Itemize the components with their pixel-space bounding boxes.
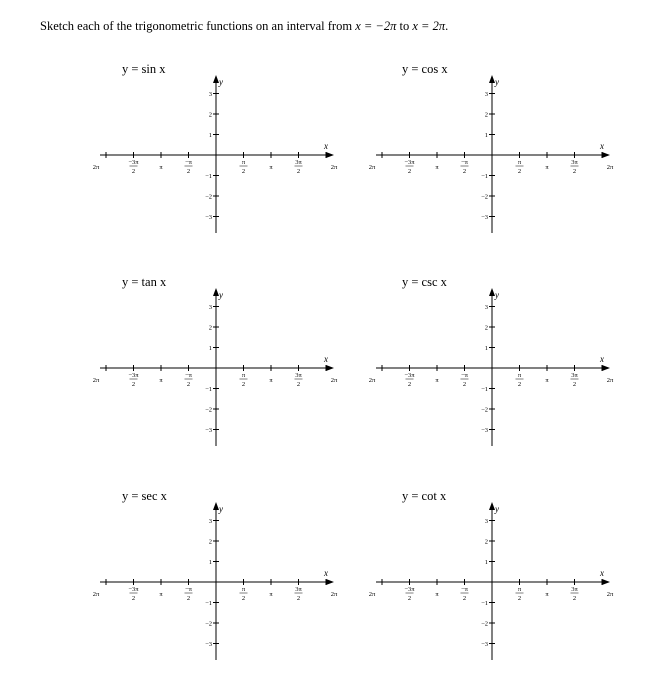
x-tick-denominator: 2 [517, 168, 522, 175]
x-axis-label: x [600, 354, 604, 364]
coordinate-axes [92, 273, 338, 463]
x-tick-label: 2π [606, 164, 614, 171]
x-tick-numerator: −3π [404, 372, 415, 379]
instruction-text [40, 19, 448, 34]
instruction-prefix: Sketch each of the trigonometric functions on an interval from [40, 19, 356, 33]
x-axis-label: x [600, 141, 604, 151]
x-tick-label: π [269, 377, 273, 384]
x-axis-label: x [324, 141, 328, 151]
x-tick-label: 2π [92, 591, 100, 598]
x-axis-label: x [324, 568, 328, 578]
x-tick-numerator: π [241, 586, 246, 593]
x-tick-numerator: π [517, 586, 522, 593]
y-tick-label: −2 [481, 193, 488, 201]
graph-panel [368, 60, 614, 250]
x-axis-arrow-icon [326, 579, 334, 585]
x-axis-arrow-icon [602, 152, 610, 158]
x-tick-denominator: 2 [241, 381, 246, 388]
x-tick-label: π [435, 164, 439, 171]
y-tick-label: 1 [208, 559, 212, 566]
y-tick-label: 1 [484, 559, 488, 566]
x-tick-numerator: −3π [404, 586, 415, 593]
y-tick-label: −3 [205, 214, 212, 221]
x-axis-label: x [600, 568, 604, 578]
x-tick-label: π [159, 164, 163, 171]
x-axis-arrow-icon [326, 152, 334, 158]
y-tick-label: 1 [484, 345, 488, 352]
coordinate-axes [368, 273, 614, 463]
x-tick-label: 2π [606, 591, 614, 598]
y-tick-label: −1 [205, 173, 212, 180]
x-tick-denominator: 2 [517, 595, 522, 602]
x-tick-numerator: −3π [404, 159, 415, 166]
graph-panel [92, 487, 338, 677]
x-tick-numerator: −π [461, 372, 468, 379]
x-tick-denominator: 2 [296, 381, 301, 388]
x-tick-denominator: 2 [131, 595, 136, 602]
y-tick-label: −1 [481, 600, 488, 607]
y-tick-label: −3 [481, 427, 488, 434]
x-tick-denominator: 2 [572, 595, 577, 602]
x-tick-label: 2π [330, 377, 338, 384]
x-tick-denominator: 2 [572, 381, 577, 388]
instruction-middle: to [396, 19, 413, 33]
instruction-suffix: . [445, 19, 449, 33]
y-axis-label: y [219, 504, 223, 514]
x-tick-denominator: 2 [407, 595, 412, 602]
y-tick-label: −1 [481, 173, 488, 180]
y-tick-label: −2 [205, 406, 212, 414]
x-tick-numerator: −3π [128, 159, 139, 166]
x-axis-label: x [324, 354, 328, 364]
x-tick-numerator: −π [185, 159, 192, 166]
coordinate-axes [92, 60, 338, 250]
y-axis-label: y [219, 77, 223, 87]
x-tick-label: 2π [368, 377, 376, 384]
function-title: y = cos x [402, 62, 448, 76]
x-tick-denominator: 2 [462, 168, 467, 175]
y-tick-label: 1 [208, 132, 212, 139]
y-axis-label: y [495, 290, 499, 300]
x-tick-label: π [545, 164, 549, 171]
x-tick-denominator: 2 [241, 595, 246, 602]
x-tick-numerator: π [241, 159, 246, 166]
x-tick-numerator: 3π [295, 159, 302, 166]
y-tick-label: 2 [208, 111, 212, 119]
x-tick-label: π [269, 164, 273, 171]
x-tick-label: π [435, 377, 439, 384]
y-tick-label: −3 [205, 641, 212, 648]
x-axis-arrow-icon [602, 579, 610, 585]
x-tick-denominator: 2 [517, 381, 522, 388]
x-tick-denominator: 2 [241, 168, 246, 175]
x-tick-numerator: π [517, 159, 522, 166]
x-tick-numerator: −π [461, 159, 468, 166]
y-tick-label: −2 [205, 193, 212, 201]
instruction-from-expr: x = −2π [355, 19, 397, 33]
x-tick-label: π [269, 591, 273, 598]
x-tick-denominator: 2 [186, 595, 191, 602]
x-tick-denominator: 2 [186, 168, 191, 175]
function-title: y = sin x [122, 62, 166, 76]
y-axis-label: y [495, 504, 499, 514]
x-tick-label: 2π [92, 377, 100, 384]
y-tick-label: −1 [205, 386, 212, 393]
function-title: y = sec x [122, 489, 167, 503]
function-title: y = tan x [122, 275, 167, 289]
y-tick-label: −3 [481, 214, 488, 221]
x-tick-numerator: −π [185, 372, 192, 379]
y-tick-label: 3 [484, 91, 488, 98]
y-tick-label: 3 [208, 304, 212, 311]
x-tick-denominator: 2 [462, 381, 467, 388]
graph-panel [92, 273, 338, 463]
x-tick-denominator: 2 [296, 168, 301, 175]
x-tick-denominator: 2 [572, 168, 577, 175]
y-tick-label: 2 [208, 538, 212, 546]
x-tick-denominator: 2 [131, 381, 136, 388]
y-tick-label: 2 [208, 324, 212, 332]
x-tick-label: π [435, 591, 439, 598]
x-tick-denominator: 2 [407, 381, 412, 388]
y-tick-label: −1 [481, 386, 488, 393]
x-tick-label: 2π [368, 164, 376, 171]
graph-panel [92, 60, 338, 250]
x-tick-numerator: −π [185, 586, 192, 593]
x-tick-numerator: 3π [571, 372, 578, 379]
y-tick-label: 1 [484, 132, 488, 139]
coordinate-axes [92, 487, 338, 677]
y-tick-label: 2 [484, 324, 488, 332]
x-tick-denominator: 2 [131, 168, 136, 175]
coordinate-axes [368, 60, 614, 250]
y-tick-label: −2 [481, 406, 488, 414]
y-tick-label: −2 [205, 620, 212, 628]
y-axis-label: y [495, 77, 499, 87]
y-tick-label: 1 [208, 345, 212, 352]
graph-panel [368, 273, 614, 463]
y-tick-label: 3 [208, 518, 212, 525]
x-tick-numerator: 3π [295, 372, 302, 379]
x-tick-denominator: 2 [407, 168, 412, 175]
x-tick-label: 2π [330, 164, 338, 171]
x-tick-numerator: π [241, 372, 246, 379]
x-tick-label: π [545, 377, 549, 384]
x-tick-numerator: −3π [128, 586, 139, 593]
y-tick-label: 3 [484, 518, 488, 525]
x-tick-denominator: 2 [296, 595, 301, 602]
x-tick-label: π [159, 591, 163, 598]
x-axis-arrow-icon [326, 365, 334, 371]
x-tick-label: 2π [368, 591, 376, 598]
x-axis-arrow-icon [602, 365, 610, 371]
y-tick-label: −2 [481, 620, 488, 628]
x-tick-numerator: π [517, 372, 522, 379]
y-tick-label: −3 [481, 641, 488, 648]
instruction-to-expr: x = 2π [412, 19, 446, 33]
graph-panel [368, 487, 614, 677]
x-tick-label: 2π [330, 591, 338, 598]
x-tick-denominator: 2 [462, 595, 467, 602]
x-tick-numerator: 3π [295, 586, 302, 593]
y-axis-label: y [219, 290, 223, 300]
x-tick-numerator: −3π [128, 372, 139, 379]
x-tick-numerator: −π [461, 586, 468, 593]
x-tick-numerator: 3π [571, 586, 578, 593]
x-tick-label: 2π [92, 164, 100, 171]
y-tick-label: 3 [208, 91, 212, 98]
y-tick-label: −1 [205, 600, 212, 607]
function-title: y = cot x [402, 489, 447, 503]
x-tick-label: π [159, 377, 163, 384]
function-title: y = csc x [402, 275, 447, 289]
y-tick-label: 2 [484, 538, 488, 546]
x-tick-label: π [545, 591, 549, 598]
y-tick-label: −3 [205, 427, 212, 434]
x-tick-denominator: 2 [186, 381, 191, 388]
x-tick-label: 2π [606, 377, 614, 384]
x-tick-numerator: 3π [571, 159, 578, 166]
y-tick-label: 3 [484, 304, 488, 311]
coordinate-axes [368, 487, 614, 677]
y-tick-label: 2 [484, 111, 488, 119]
